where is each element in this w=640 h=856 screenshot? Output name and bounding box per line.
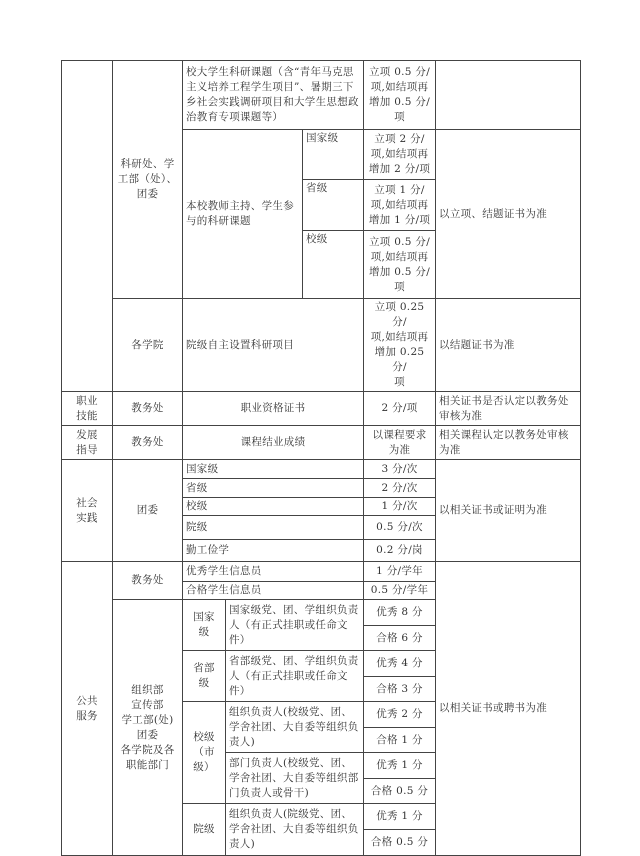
basis-cell [436, 460, 581, 562]
item-cell [183, 516, 364, 540]
score-text: 立项 0.5 分/ 项,如结项再 增加 0.5 分/ 项 [368, 66, 431, 123]
score-text: 优秀 1 分 [376, 759, 423, 771]
score-cell [364, 830, 436, 856]
basis-text: 以相关证书或证明为准 [439, 504, 548, 516]
basis-cell [436, 61, 581, 130]
dept-text: 教务处 [131, 436, 164, 448]
category-cell-research [62, 61, 113, 392]
dept-cell [113, 61, 183, 299]
dept-cell [113, 299, 183, 392]
level-cell [183, 702, 226, 804]
basis-cell [436, 562, 581, 856]
table-row [62, 460, 581, 479]
table-row [62, 61, 581, 130]
score-cell [364, 651, 436, 677]
item-text: 勤工俭学 [186, 544, 230, 556]
score-text: 2 分/次 [381, 481, 418, 494]
item-cell [183, 460, 364, 479]
score-cell [364, 562, 436, 582]
item-text: 优秀学生信息员 [186, 565, 262, 577]
score-text: 立项 2 分/ 项,如结项再 增加 2 分/项 [368, 133, 431, 175]
score-cell [364, 180, 436, 231]
item-cell [183, 61, 364, 130]
score-cell [364, 231, 436, 299]
score-text: 合格 0.5 分 [370, 836, 429, 848]
item-text: 组织负责人(校级党、团、学舍社团、大自委等组织负责人) [229, 705, 359, 748]
dept-cell [113, 562, 183, 600]
item-text: 国家级党、团、学组织负责人（有正式挂职或任命文件） [229, 603, 359, 646]
level-text: 国家级 [306, 132, 339, 144]
level-text: 省部 级 [193, 662, 215, 689]
basis-text: 相关证书是否认定以教务处审核为准 [439, 394, 569, 422]
score-text: 优秀 4 分 [376, 657, 423, 669]
basis-cell [436, 130, 581, 299]
score-text: 0.2 分/岗 [376, 544, 423, 556]
score-text: 优秀 2 分 [376, 708, 423, 720]
dept-cell [113, 392, 183, 426]
basis-text: 以相关证书或聘书为准 [439, 702, 548, 714]
score-text: 0.5 分/学年 [370, 584, 429, 596]
score-cell [364, 61, 436, 130]
item-text: 校大学生科研课题（含“青年马克思主义培养工程学生项目”、暑期三下乡社会实践调研项目和大学生思想政治教育专项课题等） [186, 66, 359, 123]
level-text: 院级 [193, 823, 215, 835]
dept-text: 教务处 [131, 574, 164, 586]
score-text: 合格 1 分 [376, 733, 423, 746]
basis-text: 以立项、结题证书为准 [439, 207, 548, 220]
dept-text: 团委 [136, 504, 159, 516]
category-cell [62, 460, 113, 562]
score-text: 2 分/项 [381, 402, 418, 414]
table-row [62, 299, 581, 392]
level-text: 校级 [306, 233, 328, 245]
score-text: 立项 1 分/ 项,如结项再 增加 1 分/项 [368, 183, 431, 226]
score-table [61, 60, 581, 856]
score-text: 0.5 分/次 [376, 521, 423, 533]
category-text: 职业 技能 [76, 394, 98, 422]
score-cell [364, 516, 436, 540]
score-cell [364, 677, 436, 702]
item-cell [183, 130, 303, 299]
category-text: 社会 实践 [76, 496, 98, 524]
item-text: 省级 [186, 481, 208, 494]
item-text: 合格学生信息员 [186, 584, 262, 596]
score-text: 合格 0.5 分 [370, 784, 429, 797]
item-text: 课程结业成绩 [240, 436, 306, 448]
dept-text: 科研处、学 工部（处）、 团委 [117, 158, 178, 200]
item-cell [183, 582, 364, 600]
score-cell [364, 498, 436, 516]
item-cell [226, 753, 364, 804]
score-cell [364, 426, 436, 460]
score-text: 合格 6 分 [376, 631, 423, 644]
category-cell [62, 562, 113, 856]
item-cell [226, 804, 364, 856]
score-cell [364, 702, 436, 728]
item-cell [226, 702, 364, 753]
item-text: 职业资格证书 [240, 402, 306, 414]
level-cell [303, 130, 364, 180]
dept-text: 各学院 [131, 338, 164, 351]
level-cell [183, 804, 226, 856]
level-text: 国家 级 [193, 611, 215, 638]
item-text: 组织负责人(院级党、团、学舍社团、大自委等组织负责人) [229, 808, 359, 850]
score-text: 合格 3 分 [376, 682, 423, 695]
score-cell [364, 299, 436, 392]
score-text: 优秀 1 分 [376, 810, 423, 822]
score-cell [364, 582, 436, 600]
category-cell [62, 426, 113, 460]
score-cell [364, 804, 436, 830]
item-cell [183, 498, 364, 516]
dept-cell [113, 426, 183, 460]
item-text: 省部级党、团、学组织负责人（有正式挂职或任命文件） [229, 654, 359, 697]
dept-text: 组织部 宣传部 学工部(处) 团委 各学院及各 职能部门 [120, 683, 175, 771]
level-text: 校级 （市 级） [193, 731, 215, 773]
score-cell [364, 753, 436, 779]
score-cell [364, 540, 436, 562]
item-cell [183, 426, 364, 460]
item-cell [183, 540, 364, 562]
table-row [62, 392, 581, 426]
item-text: 部门负责人(校级党、团、学舍社团、大自委等组织部门负责人或骨干) [229, 756, 359, 799]
basis-cell [436, 392, 581, 426]
score-text: 1 分/学年 [376, 565, 423, 577]
item-cell [183, 299, 364, 392]
table-row [62, 426, 581, 460]
basis-text: 以结题证书为准 [439, 338, 515, 351]
basis-cell [436, 426, 581, 460]
score-cell [364, 392, 436, 426]
item-text: 院级自主设置科研项目 [186, 338, 294, 351]
item-text: 校级 [186, 500, 208, 512]
item-cell [183, 479, 364, 498]
score-text: 1 分/次 [381, 500, 418, 512]
score-cell [364, 600, 436, 626]
level-text: 省级 [306, 182, 328, 194]
basis-text: 相关课程认定以教务处审核为准 [439, 428, 569, 456]
level-cell [183, 651, 226, 702]
category-cell [62, 392, 113, 426]
score-cell [364, 479, 436, 498]
score-cell [364, 626, 436, 651]
item-text: 院级 [186, 521, 208, 533]
item-cell [226, 651, 364, 702]
dept-cell [113, 600, 183, 856]
item-text: 本校教师主持、学生参与的科研课题 [186, 200, 294, 227]
item-cell [183, 562, 364, 582]
score-cell [364, 728, 436, 753]
score-cell [364, 779, 436, 804]
dept-cell [113, 460, 183, 562]
score-text: 立项 0.5 分/ 项,如结项再 增加 0.5 分/ 项 [368, 235, 431, 293]
score-text: 3 分/次 [381, 462, 418, 475]
table-row [62, 562, 581, 582]
score-cell [364, 460, 436, 479]
item-text: 国家级 [186, 462, 219, 475]
level-cell [303, 231, 364, 299]
score-text: 立项 0.25 分/ 项,如结项再 增加 0.25 分/ 项 [370, 301, 429, 388]
score-text: 优秀 8 分 [376, 606, 423, 618]
category-text: 发展 指导 [76, 428, 98, 456]
basis-cell [436, 299, 581, 392]
item-cell [183, 392, 364, 426]
category-text: 公共 服务 [76, 694, 98, 722]
dept-text: 教务处 [131, 402, 164, 414]
level-cell [303, 180, 364, 231]
score-cell [364, 130, 436, 180]
score-text: 以课程要求 为准 [372, 428, 427, 456]
level-cell [183, 600, 226, 651]
item-cell [226, 600, 364, 651]
